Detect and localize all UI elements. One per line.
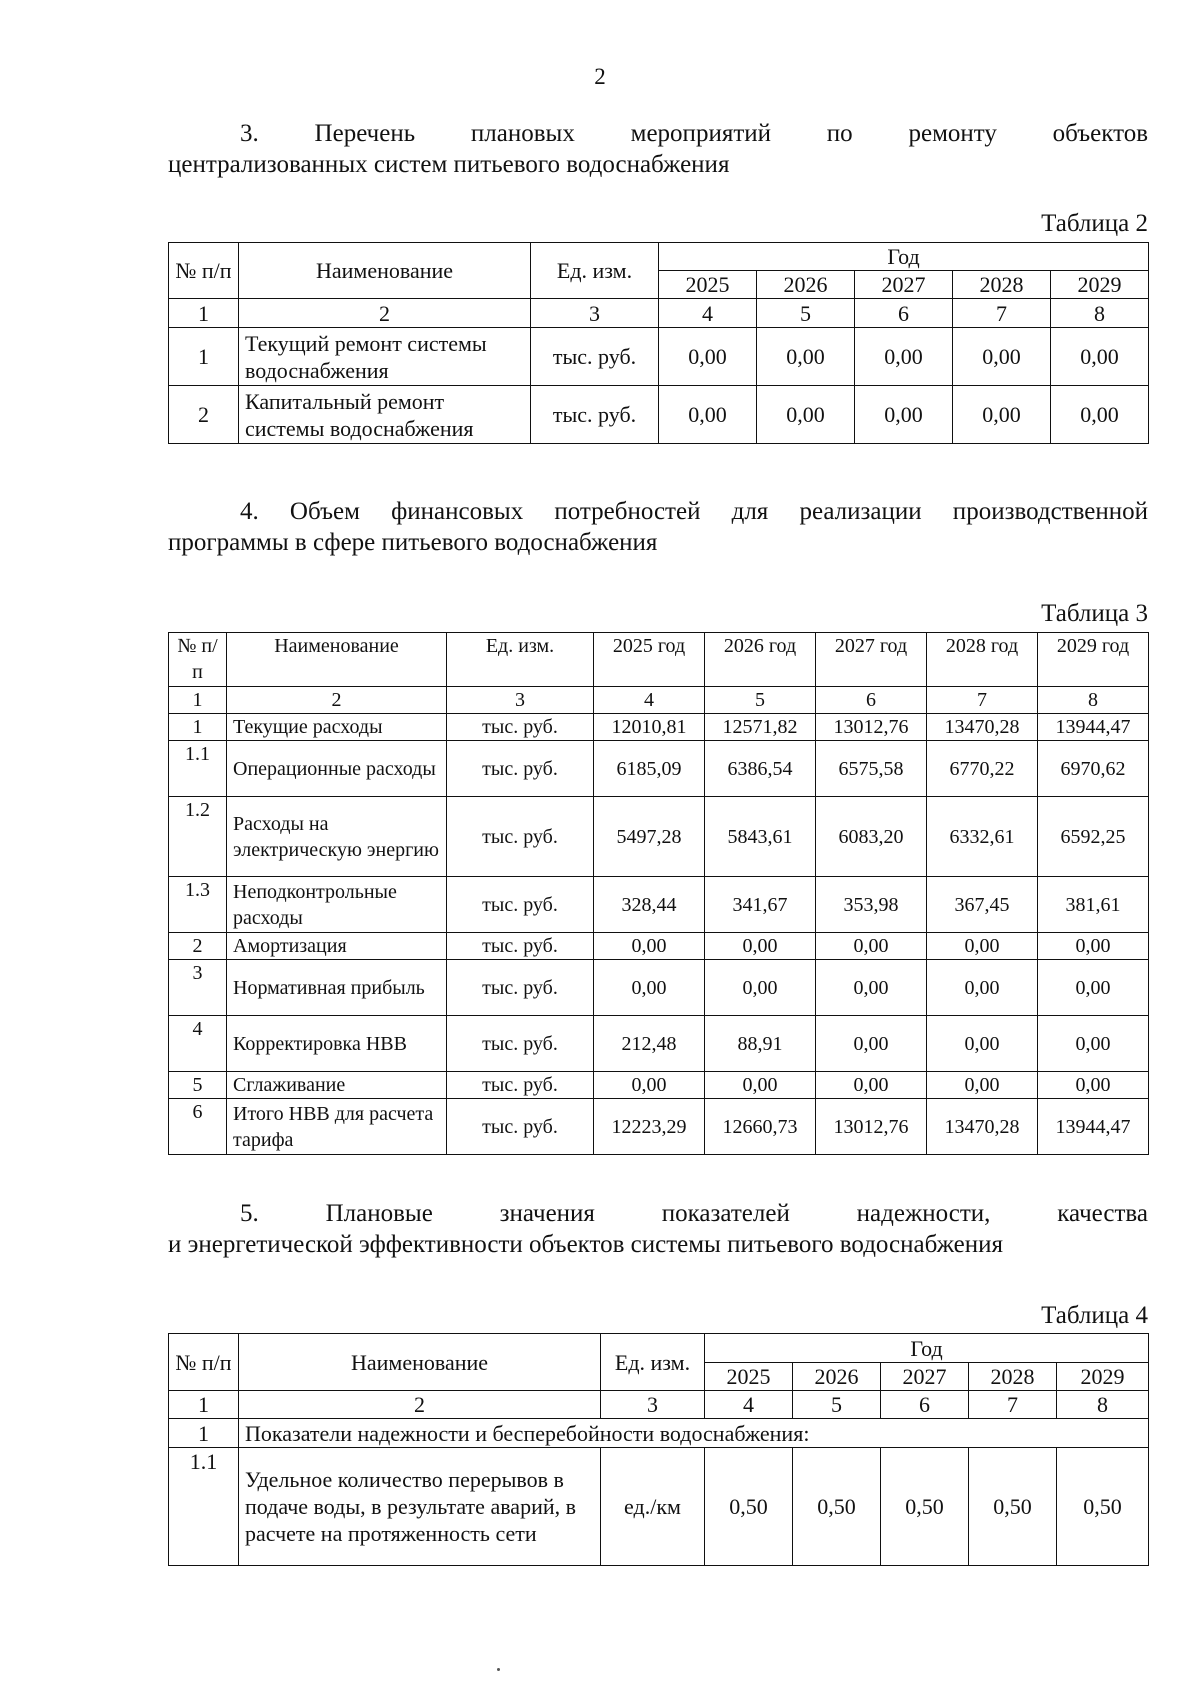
column-number: 7 [927, 687, 1038, 714]
table-2-header-year: 2029 [1051, 271, 1149, 299]
row-value: 0,00 [659, 328, 757, 386]
row-value: 0,00 [705, 933, 816, 960]
table-3-header-row [169, 633, 1149, 687]
row-value: 0,50 [705, 1448, 793, 1566]
column-number: 1 [169, 687, 227, 714]
row-number: 5 [169, 1072, 227, 1099]
row-value: 0,00 [816, 960, 927, 1016]
table-2 [168, 242, 1149, 444]
table-2-header-year: 2028 [953, 271, 1051, 299]
row-value: 0,00 [927, 933, 1038, 960]
column-number: 5 [705, 687, 816, 714]
row-value: 328,44 [594, 877, 705, 933]
table-4 [168, 1333, 1149, 1566]
row-value: 0,00 [757, 328, 855, 386]
row-unit: тыс. руб. [447, 877, 594, 933]
row-value: 0,50 [793, 1448, 881, 1566]
column-number: 6 [881, 1391, 969, 1419]
column-number: 8 [1038, 687, 1149, 714]
row-value: 6332,61 [927, 797, 1038, 877]
row-value: 0,00 [659, 386, 757, 444]
row-value: 0,00 [855, 328, 953, 386]
row-unit: ед./км [601, 1448, 705, 1566]
row-name: Текущий ремонт системы водоснабжения [239, 328, 531, 386]
table-4-header-unit: Ед. изм. [601, 1334, 705, 1391]
section-3-heading-line1: 3. Перечень плановых мероприятий по ремонту объектов [240, 120, 1148, 147]
row-unit: тыс. руб. [447, 797, 594, 877]
table-3-caption: Таблица 3 [1041, 600, 1148, 627]
row-value: 0,00 [1038, 1016, 1149, 1072]
row-value: 0,50 [881, 1448, 969, 1566]
row-value: 0,00 [705, 1072, 816, 1099]
column-number: 3 [531, 299, 659, 328]
table-4-header-year: 2025 [705, 1363, 793, 1391]
row-number: 1.1 [169, 741, 227, 797]
row-value: 0,50 [969, 1448, 1057, 1566]
row-value: 353,98 [816, 877, 927, 933]
row-value: 12010,81 [594, 714, 705, 741]
row-value: 0,00 [953, 328, 1051, 386]
table-row [169, 1099, 1149, 1155]
row-value: 6592,25 [1038, 797, 1149, 877]
row-value: 0,00 [1038, 1072, 1149, 1099]
table-row [169, 741, 1149, 797]
table-4-header-year-group: Год [705, 1334, 1149, 1363]
row-value: 0,00 [927, 1072, 1038, 1099]
table-4-caption: Таблица 4 [1041, 1302, 1148, 1329]
table-row [169, 328, 1149, 386]
row-value: 0,00 [705, 960, 816, 1016]
table-row [169, 1448, 1149, 1566]
row-value: 13944,47 [1038, 714, 1149, 741]
table-group-row [169, 1419, 1149, 1448]
row-name: Операционные расходы [227, 741, 447, 797]
row-value: 5843,61 [705, 797, 816, 877]
column-number: 2 [239, 299, 531, 328]
row-value: 5497,28 [594, 797, 705, 877]
table-2-caption: Таблица 2 [1041, 210, 1148, 237]
row-value: 381,61 [1038, 877, 1149, 933]
table-2-column-numbers-row [169, 299, 1149, 328]
column-number: 4 [659, 299, 757, 328]
row-value: 0,00 [855, 386, 953, 444]
table-3-header-year: 2029 год [1038, 633, 1149, 687]
row-number: 6 [169, 1099, 227, 1155]
row-number: 2 [169, 386, 239, 444]
section-5-heading-line2: и энергетической эффективности объектов системы питьевого водоснабжения [168, 1231, 1004, 1258]
row-name: Капитальный ремонт системы водоснабжения [239, 386, 531, 444]
table-4-header-name: Наименование [239, 1334, 601, 1391]
column-number: 3 [601, 1391, 705, 1419]
column-number: 6 [855, 299, 953, 328]
table-2-header-unit: Ед. изм. [531, 243, 659, 299]
row-unit: тыс. руб. [447, 1016, 594, 1072]
table-row [169, 386, 1149, 444]
row-value: 0,00 [927, 960, 1038, 1016]
table-4-header-year: 2029 [1057, 1363, 1149, 1391]
column-number: 8 [1057, 1391, 1149, 1419]
table-2-header-year: 2026 [757, 271, 855, 299]
group-row-number: 1 [169, 1419, 239, 1448]
row-unit: тыс. руб. [447, 714, 594, 741]
table-row [169, 1072, 1149, 1099]
column-number: 1 [169, 299, 239, 328]
section-5-heading [168, 1198, 1148, 1260]
row-value: 6970,62 [1038, 741, 1149, 797]
row-value: 0,00 [757, 386, 855, 444]
row-name: Неподконтрольные расходы [227, 877, 447, 933]
row-value: 0,00 [953, 386, 1051, 444]
row-number: 4 [169, 1016, 227, 1072]
row-name: Расходы на электрическую энергию [227, 797, 447, 877]
row-number: 3 [169, 960, 227, 1016]
table-3-header-year: 2028 год [927, 633, 1038, 687]
row-value: 6386,54 [705, 741, 816, 797]
row-value: 12660,73 [705, 1099, 816, 1155]
table-2-header-name: Наименование [239, 243, 531, 299]
column-number: 2 [227, 687, 447, 714]
column-number: 5 [793, 1391, 881, 1419]
row-name: Амортизация [227, 933, 447, 960]
table-4-header-year: 2026 [793, 1363, 881, 1391]
column-number: 8 [1051, 299, 1149, 328]
table-3-header-name: Наименование [227, 633, 447, 687]
row-number: 1.2 [169, 797, 227, 877]
row-value: 6575,58 [816, 741, 927, 797]
row-unit: тыс. руб. [447, 960, 594, 1016]
row-value: 12571,82 [705, 714, 816, 741]
row-value: 12223,29 [594, 1099, 705, 1155]
table-3-column-numbers-row [169, 687, 1149, 714]
table-3-header-year: 2027 год [816, 633, 927, 687]
row-value: 0,00 [594, 960, 705, 1016]
table-3-header-num: № п/п [169, 633, 227, 687]
table-4-header-num: № п/п [169, 1334, 239, 1391]
table-4-column-numbers-row [169, 1391, 1149, 1419]
row-name: Текущие расходы [227, 714, 447, 741]
table-2-header-year: 2027 [855, 271, 953, 299]
page-number: 2 [594, 64, 606, 89]
column-number: 7 [953, 299, 1051, 328]
section-4-heading-line2: программы в сфере питьевого водоснабжения [168, 529, 658, 556]
row-value: 0,00 [1051, 386, 1149, 444]
section-3-heading-line2: централизованных систем питьевого водоснабжения [168, 151, 730, 178]
row-value: 341,67 [705, 877, 816, 933]
section-4-heading [168, 496, 1148, 558]
row-value: 0,00 [816, 933, 927, 960]
row-value: 0,00 [594, 933, 705, 960]
table-row [169, 933, 1149, 960]
row-name: Сглаживание [227, 1072, 447, 1099]
table-3-header-year: 2025 год [594, 633, 705, 687]
row-value: 0,00 [816, 1016, 927, 1072]
row-number: 1.3 [169, 877, 227, 933]
column-number: 4 [594, 687, 705, 714]
table-4-header-year: 2028 [969, 1363, 1057, 1391]
group-row-title: Показатели надежности и бесперебойности водоснабжения: [239, 1419, 1149, 1448]
row-unit: тыс. руб. [447, 1072, 594, 1099]
section-5-heading-line1: 5. Плановые значения показателей надежности, качества [240, 1200, 1148, 1227]
table-row [169, 1016, 1149, 1072]
table-row [169, 714, 1149, 741]
row-value: 0,50 [1057, 1448, 1149, 1566]
row-value: 13470,28 [927, 714, 1038, 741]
table-row [169, 797, 1149, 877]
row-value: 13470,28 [927, 1099, 1038, 1155]
column-number: 1 [169, 1391, 239, 1419]
column-number: 7 [969, 1391, 1057, 1419]
row-unit: тыс. руб. [447, 741, 594, 797]
row-value: 88,91 [705, 1016, 816, 1072]
row-number: 1 [169, 328, 239, 386]
row-unit: тыс. руб. [447, 1099, 594, 1155]
row-value: 6083,20 [816, 797, 927, 877]
row-number: 2 [169, 933, 227, 960]
row-value: 0,00 [816, 1072, 927, 1099]
row-value: 0,00 [1038, 933, 1149, 960]
row-name: Нормативная прибыль [227, 960, 447, 1016]
column-number: 2 [239, 1391, 601, 1419]
row-value: 13944,47 [1038, 1099, 1149, 1155]
row-value: 13012,76 [816, 1099, 927, 1155]
row-unit: тыс. руб. [447, 933, 594, 960]
row-value: 6770,22 [927, 741, 1038, 797]
column-number: 3 [447, 687, 594, 714]
column-number: 4 [705, 1391, 793, 1419]
row-value: 13012,76 [816, 714, 927, 741]
table-2-header-num: № п/п [169, 243, 239, 299]
row-value: 367,45 [927, 877, 1038, 933]
table-row [169, 960, 1149, 1016]
scan-speck [497, 1668, 500, 1671]
section-3-heading [168, 118, 1148, 180]
row-value: 0,00 [1038, 960, 1149, 1016]
table-3 [168, 632, 1149, 1155]
column-number: 6 [816, 687, 927, 714]
row-name: Корректировка НВВ [227, 1016, 447, 1072]
table-row [169, 877, 1149, 933]
column-number: 5 [757, 299, 855, 328]
row-value: 0,00 [927, 1016, 1038, 1072]
table-3-header-year: 2026 год [705, 633, 816, 687]
section-4-heading-line1: 4. Объем финансовых потребностей для реализации производственной [240, 498, 1148, 525]
table-3-header-unit: Ед. изм. [447, 633, 594, 687]
row-value: 0,00 [594, 1072, 705, 1099]
row-unit: тыс. руб. [531, 328, 659, 386]
row-name: Удельное количество перерывов в подаче воды, в результате аварий, в расчете на протяженность сети [239, 1448, 601, 1566]
row-number: 1 [169, 714, 227, 741]
row-name: Итого НВВ для расчета тарифа [227, 1099, 447, 1155]
row-value: 212,48 [594, 1016, 705, 1072]
table-4-header-year: 2027 [881, 1363, 969, 1391]
row-value: 6185,09 [594, 741, 705, 797]
table-2-header-year-group: Год [659, 243, 1149, 271]
table-2-header-year: 2025 [659, 271, 757, 299]
row-unit: тыс. руб. [531, 386, 659, 444]
row-number: 1.1 [169, 1448, 239, 1566]
row-value: 0,00 [1051, 328, 1149, 386]
